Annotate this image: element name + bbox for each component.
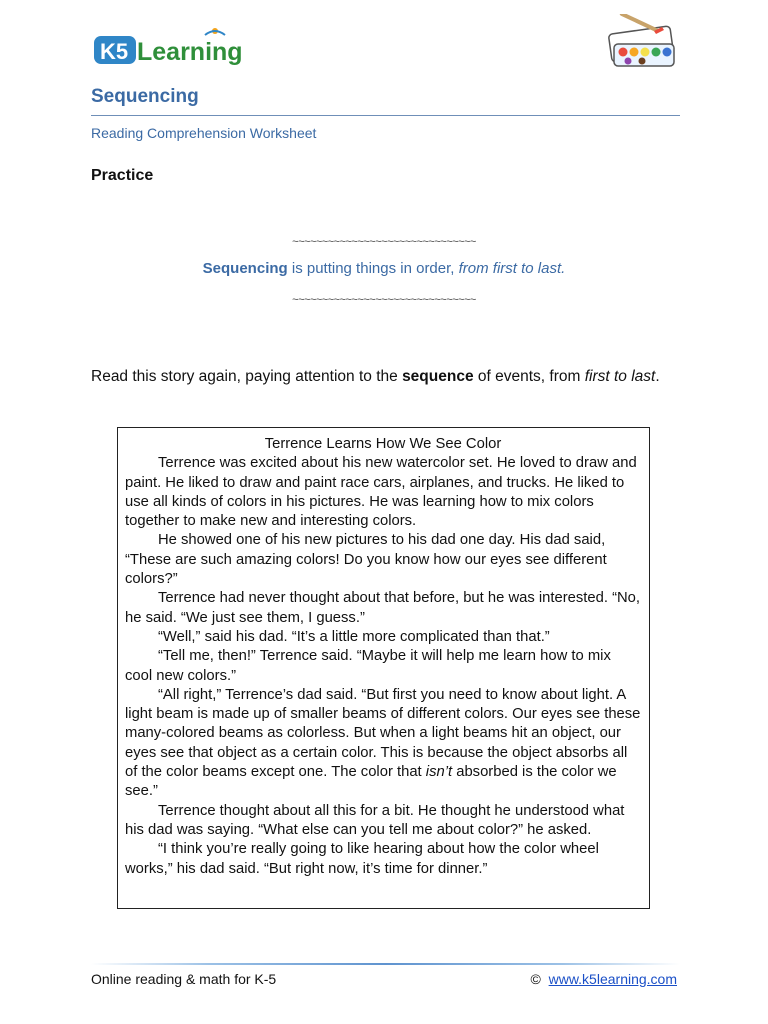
- story-paragraph-1: Terrence was excited about his new watercolor set. He loved to draw and paint. He liked to draw and paint race cars, airplanes, and trucks. He liked to use all kinds of colors in his pictures. He was learning how to mix colors together to make new and interesting colors.: [125, 455, 637, 530]
- story-paragraph-2: He showed one of his new pictures to his dad one day. His dad said, “These are such amazing colors! Do you know how our eyes see different colors?”: [125, 532, 607, 588]
- instructions-text-2: of events, from: [473, 368, 585, 385]
- k5-learning-logo: [93, 26, 263, 70]
- logo-brand-text: Learning: [137, 38, 243, 66]
- tilde-divider-bottom: ~~~~~~~~~~~~~~~~~~~~~~~~~~~~~~~: [292, 294, 476, 306]
- story-body: [125, 454, 641, 879]
- instructions-italic: first to last: [584, 368, 656, 385]
- tilde-divider-top: ~~~~~~~~~~~~~~~~~~~~~~~~~~~~~~~: [292, 236, 476, 248]
- footer-website-link[interactable]: www.k5learning.com: [548, 971, 677, 987]
- story-paragraph-6: [125, 686, 641, 802]
- story-paragraph-6-text-b: absorbed is the color we see.”: [125, 764, 617, 800]
- definition-emphasis: from first to last.: [458, 260, 566, 277]
- footer-divider: [91, 963, 680, 965]
- footer-tagline: Online reading & math for K-5: [91, 971, 277, 987]
- definition-term: Sequencing: [202, 260, 288, 277]
- instructions-end: .: [655, 368, 660, 385]
- section-heading: Practice: [91, 167, 154, 184]
- story-paragraph-6-text-a: “All right,” Terrence’s dad said. “But first you need to know about light. A light beam is made up of smaller beams of different colors. Our eyes see these many-colored beams as colorless. But when a light beams hit an object, our eyes see that object as a certain color. This is because the object absorbs all of the color beams except one. The color that: [125, 686, 641, 781]
- story-paragraph-5: “Tell me, then!” Terrence said. “Maybe it will help me learn how to mix cool new colors.”: [125, 648, 611, 684]
- story-box: [117, 427, 650, 909]
- story-title: Terrence Learns How We See Color: [264, 436, 502, 452]
- instructions: [91, 367, 671, 386]
- story-paragraph-3: Terrence had never thought about that before, but he was interested. “No, he said. “We just see them, I guess.”: [125, 590, 641, 626]
- definition-text: is putting things in order,: [287, 260, 459, 277]
- instructions-text-1: Read this story again, paying attention to the: [91, 368, 403, 385]
- story-paragraph-8: “I think you’re really going to like hearing about how the color wheel works,” his dad said. “But right now, it’s time for dinner.”: [125, 841, 599, 877]
- paint-set-icon: [604, 14, 678, 72]
- copyright-symbol: ©: [530, 971, 541, 987]
- story-paragraph-7: Terrence thought about all this for a bit. He thought he understood what his dad was saying. “What else can you tell me about color?” he asked.: [125, 802, 625, 838]
- title-divider: [91, 115, 680, 116]
- footer-copyright: [531, 971, 678, 987]
- story-paragraph-6-italic: isn’t: [425, 764, 453, 781]
- story-paragraph-4: “Well,” said his dad. “It’s a little more complicated than that.”: [158, 628, 550, 645]
- page-subtitle: Reading Comprehension Worksheet: [91, 125, 317, 141]
- logo-brand-box: K5: [100, 39, 129, 64]
- definition-line: [0, 260, 768, 277]
- page-title: Sequencing: [91, 86, 199, 107]
- instructions-bold: sequence: [402, 368, 474, 385]
